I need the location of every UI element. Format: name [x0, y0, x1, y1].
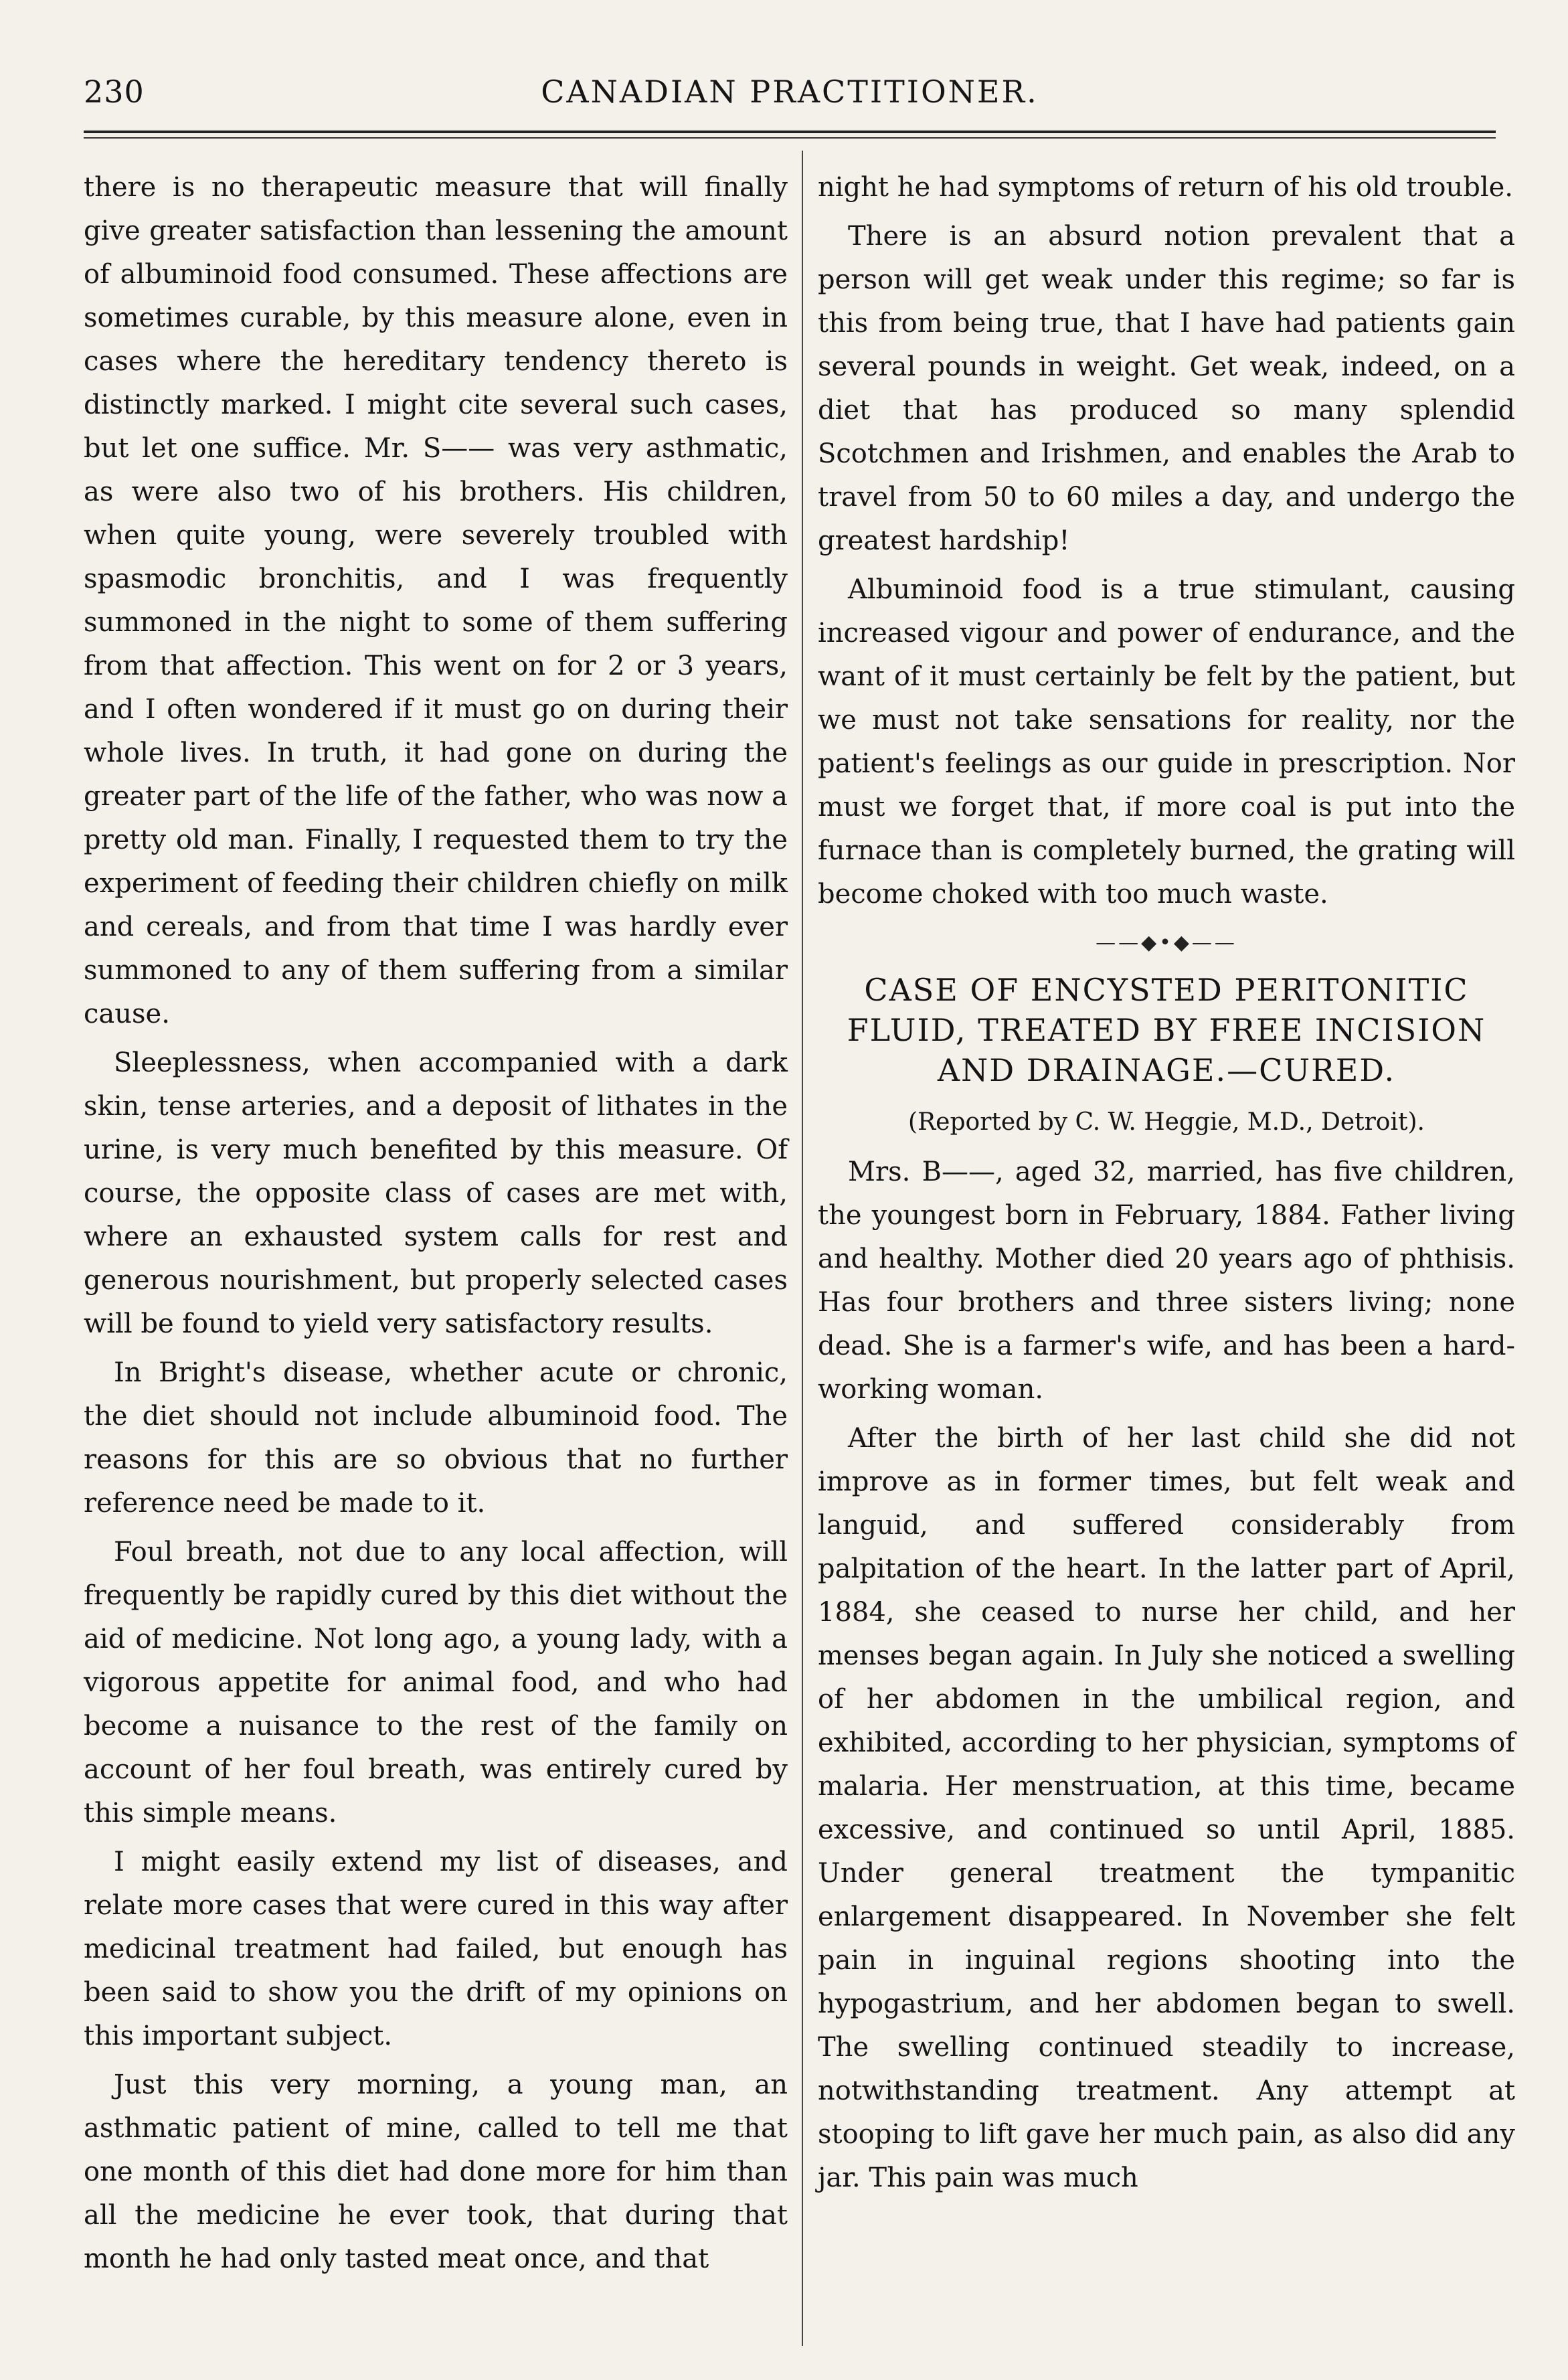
article-title: CASE OF ENCYSTED PERITONITIC FLUID, TREATED BY FREE INCISION AND DRAINAGE.—CURED. [847, 972, 1486, 1088]
page-number: 230 [84, 74, 145, 110]
paragraph: there is no therapeutic measure that will finally give greater satisfaction than lessening the amount of albuminoid food consumed. These affections are sometimes curable, by this measure alone, even in cases where the hereditary tendency thereto is distinctly marked. I might cite several such cases, but let one suffice. Mr. S—— was very asthmatic, as were also two of his brothers. His children, when quite young, were severely troubled with spasmodic bronchitis, and I was frequently summoned in the night to some of them suffering from that affection. This went on for 2 or 3 years, and I often wondered if it must go on during their whole lives. In truth, it had gone on during the greater part of the life of the father, who was now a pretty old man. Finally, I requested them to try the experiment of feeding their children chiefly on milk and cereals, and from that time I was hardly ever summoned to any of them suffering from a similar cause. [84, 172, 788, 1029]
column-divider [802, 151, 803, 2346]
page-header [84, 40, 1496, 110]
running-title: CANADIAN PRACTITIONER. [541, 74, 1039, 110]
paragraph: Just this very morning, a young man, an asthmatic patient of mine, called to tell me that one month of this diet had done more for him than all the medicine he ever took, that during that month he had only tasted meat once, and that [84, 2069, 788, 2274]
right-column [818, 166, 1515, 2205]
paragraph: There is an absurd notion prevalent that a person will get weak under this regime; so far is this from being true, that I have had patients gain several pounds in weight. Get weak, indeed, on a diet that has produced so many splendid Scotchmen and Irishmen, and enables the Arab to travel from 50 to 60 miles a day, and undergo the greatest hardship! [818, 221, 1515, 556]
paragraph: In Bright's disease, whether acute or chronic, the diet should not include albuminoid food. The reasons for this are so obvious that no further reference need be made to it. [84, 1357, 788, 1519]
paragraph: night he had symptoms of return of his old trouble. [818, 172, 1514, 203]
left-column [84, 166, 788, 2286]
header-rule-thin [84, 137, 1496, 139]
article-byline: (Reported by C. W. Heggie, M.D., Detroit). [908, 1108, 1425, 1136]
section-ornament: ——◆•◆—— [1096, 931, 1237, 954]
header-rule-thick [84, 131, 1496, 133]
paragraph: Mrs. B——, aged 32, married, has five children, the youngest born in February, 1884. Father living and healthy. Mother died 20 years ago of phthisis. Has four brothers and three sisters living; none dead. She is a farmer's wife, and has been a hard-working woman. [818, 1157, 1515, 1405]
paragraph: Foul breath, not due to any local affection, will frequently be rapidly cured by this diet without the aid of medicine. Not long ago, a young lady, with a vigorous appetite for animal food, and who had become a nuisance to the rest of the family on account of her foul breath, was entirely cured by this simple means. [84, 1537, 788, 1829]
paragraph: After the birth of her last child she did not improve as in former times, but felt weak and languid, and suffered considerably from palpitation of the heart. In the latter part of April, 1884, she ceased to nurse her child, and her menses began again. In July she noticed a swelling of her abdomen in the umbilical region, and exhibited, according to her physician, symptoms of malaria. Her menstruation, at this time, became excessive, and continued so until April, 1885. Under general treatment the tympanitic enlargement disappeared. In November she felt pain in inguinal regions shooting into the hypogastrium, and her abdomen began to swell. The swelling continued steadily to increase, notwithstanding treatment. Any attempt at stooping to lift gave her much pain, as also did any jar. This pain was much [818, 1423, 1515, 2193]
paragraph: Albuminoid food is a true stimulant, causing increased vigour and power of endurance, and the want of it must certainly be felt by the patient, but we must not take sensations for reality, nor the patient's feelings as our guide in prescription. Nor must we forget that, if more coal is put into the furnace than is completely burned, the grating will become choked with too much waste. [818, 574, 1515, 910]
paragraph: Sleeplessness, when accompanied with a dark skin, tense arteries, and a deposit of lithates in the urine, is very much benefited by this measure. Of course, the opposite class of cases are met with, where an exhausted system calls for rest and generous nourishment, but properly selected cases will be found to yield very satisfactory results. [84, 1047, 788, 1339]
paragraph: I might easily extend my list of diseases, and relate more cases that were cured in this way after medicinal treatment had failed, but enough has been said to show you the drift of my opinions on this important subject. [84, 1847, 788, 2051]
